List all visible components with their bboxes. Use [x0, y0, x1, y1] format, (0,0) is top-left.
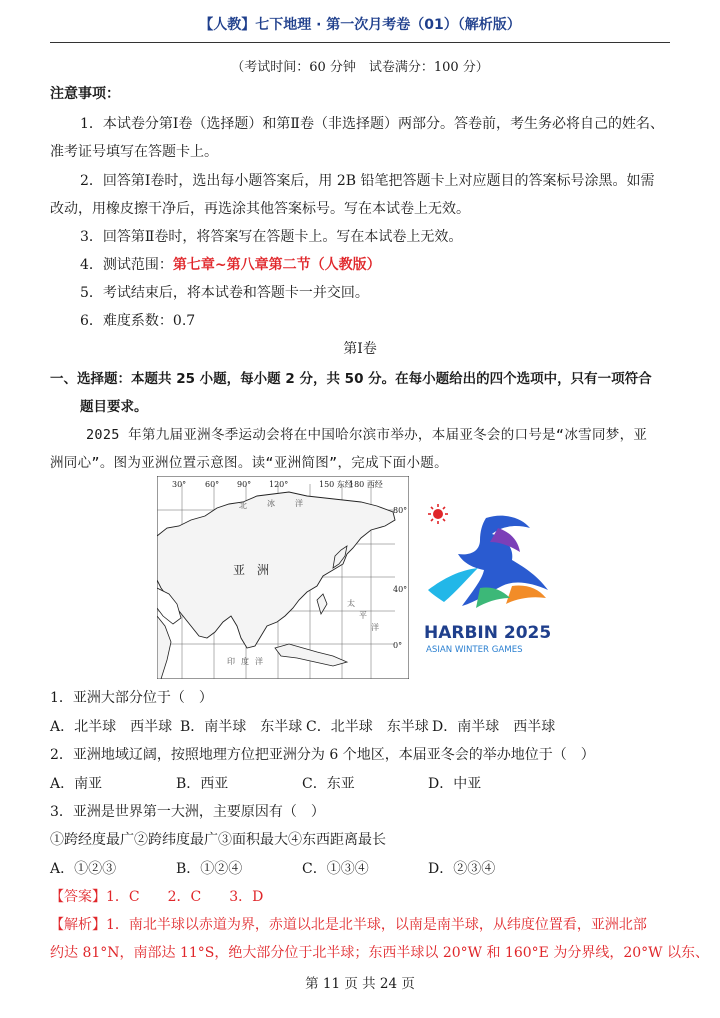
question-3-stem: 3．亚洲是世界第一大洲，主要原因有（ ）	[50, 804, 325, 820]
lon-label-150: 150 东经	[319, 480, 353, 489]
question-1-option-a: A．北半球 西半球	[50, 719, 173, 735]
asia-label: 亚 洲	[233, 563, 270, 577]
lat-label-80: 80°	[393, 506, 408, 515]
ocean-label-char: 冰	[267, 499, 275, 508]
notice-item-2-line-2: 改动，用橡皮擦干净后，再选涂其他答案标号。写在本试卷上无效。	[50, 201, 470, 217]
ocean-label-char: 洋	[295, 499, 303, 508]
logo-subtitle: ASIAN WINTER GAMES	[426, 645, 523, 655]
logo-title: HARBIN 2025	[424, 623, 552, 643]
header-divider	[50, 42, 670, 43]
answer-line: 【答案】1．C 2．C 3．D	[50, 889, 264, 905]
question-2-option-c: C．东亚	[302, 776, 355, 792]
ocean-label-char: 洋	[255, 657, 263, 666]
sun-emblem-icon	[428, 504, 448, 524]
test-scope: 第七章~第八章第二节（人教版）	[172, 257, 381, 273]
lon-label-180: 180 西经	[349, 480, 383, 489]
notice-item-3: 3．回答第Ⅱ卷时，将答案写在答题卡上。写在本试卷上无效。	[80, 229, 463, 245]
question-3-option-c: C．①③④	[302, 861, 369, 877]
question-1-option-d: D．南半球 西半球	[432, 719, 556, 735]
notice-item-5: 5．考试结束后，将本试卷和答题卡一并交回。	[80, 285, 369, 301]
notice-item-4	[80, 255, 381, 275]
ocean-label-char: 太	[347, 599, 355, 608]
question-3-option-a: A．①②③	[50, 861, 117, 877]
intro-line-2: 洲同心”。图为亚洲位置示意图。读“亚洲简图”，完成下面小题。	[50, 455, 448, 471]
lon-label-120: 120°	[269, 480, 289, 489]
notice-item-1-line-1: 1．本试卷分第Ⅰ卷（选择题）和第Ⅱ卷（非选择题）两部分。答卷前，考生务必将自己的姓名、	[80, 116, 664, 132]
ocean-label-char: 度	[241, 657, 249, 666]
ocean-label-char: 洋	[371, 623, 379, 632]
question-2-stem: 2．亚洲地域辽阔，按照地理方位把亚洲分为 6 个地区，本届亚冬会的举办地位于（ ）	[50, 747, 595, 763]
ocean-label-char: 平	[359, 611, 367, 620]
lon-label-90: 90°	[237, 480, 252, 489]
analysis-line-1: 【解析】1．南北半球以赤道为界，赤道以北是北半球，以南是南半球，从纬度位置看，亚洲北部	[50, 917, 647, 933]
question-3-option-d: D．②③④	[428, 861, 496, 877]
page-footer: 第 11 页 共 24 页	[305, 976, 415, 992]
question-2-option-b: B．西亚	[176, 776, 229, 792]
question-2-option-d: D．中亚	[428, 776, 482, 792]
notice-heading: 注意事项：	[50, 86, 120, 102]
lon-label-60: 60°	[205, 480, 220, 489]
analysis-line-2: 约达 81°N，南部达 11°S，绝大部分位于北半球；东西半球以 20°W 和 160°E 为分界线，20°W 以东、	[50, 945, 709, 961]
question-1-option-c: C．北半球 东半球	[306, 719, 429, 735]
asia-map	[157, 476, 409, 679]
section-instruction-line-2: 题目要求。	[80, 399, 148, 415]
skater-green-swoosh	[476, 587, 510, 608]
lat-label-40: 40°	[393, 585, 408, 594]
question-1-option-b: B．南半球 东半球	[180, 719, 303, 735]
harbin-2025-logo	[418, 494, 558, 659]
lon-label-30: 30°	[172, 480, 187, 489]
question-3-substem: ①跨经度最广②跨纬度最广③面积最大④东西距离最长	[50, 832, 386, 848]
question-2-option-a: A．南亚	[50, 776, 103, 792]
section-instruction-line-1: 一、选择题：本题共 25 小题，每小题 2 分，共 50 分。在每小题给出的四个选项中，只有一项符合	[50, 371, 652, 387]
intro-line-1: 2025 年第九届亚洲冬季运动会将在中国哈尔滨市举办，本届亚冬会的口号是“冰雪同梦，亚	[86, 427, 648, 443]
notice-item-2-line-1: 2．回答第Ⅰ卷时，选出每小题答案后，用 2B 铅笔把答题卡上对应题目的答案标号涂黑。如需	[80, 173, 655, 189]
section-title: 第Ⅰ卷	[343, 341, 377, 357]
lat-label-0: 0°	[393, 641, 403, 650]
notice-item-6: 6．难度系数：0.7	[80, 313, 196, 329]
question-1-stem: 1．亚洲大部分位于（ ）	[50, 690, 213, 706]
notice-item-1-line-2: 准考证号填写在答题卡上。	[50, 144, 218, 160]
ocean-label-char: 北	[239, 501, 247, 510]
notice-item-4-prefix: 4．测试范围：	[80, 257, 173, 273]
skater-orange-swoosh	[506, 586, 546, 605]
exam-info: （考试时间：60 分钟 试卷满分：100 分）	[231, 60, 489, 75]
ocean-label-char: 印	[227, 657, 235, 666]
document-header-title: 【人教】七下地理 · 第一次月考卷（01）（解析版）	[199, 17, 521, 33]
question-3-option-b: B．①②④	[176, 861, 243, 877]
